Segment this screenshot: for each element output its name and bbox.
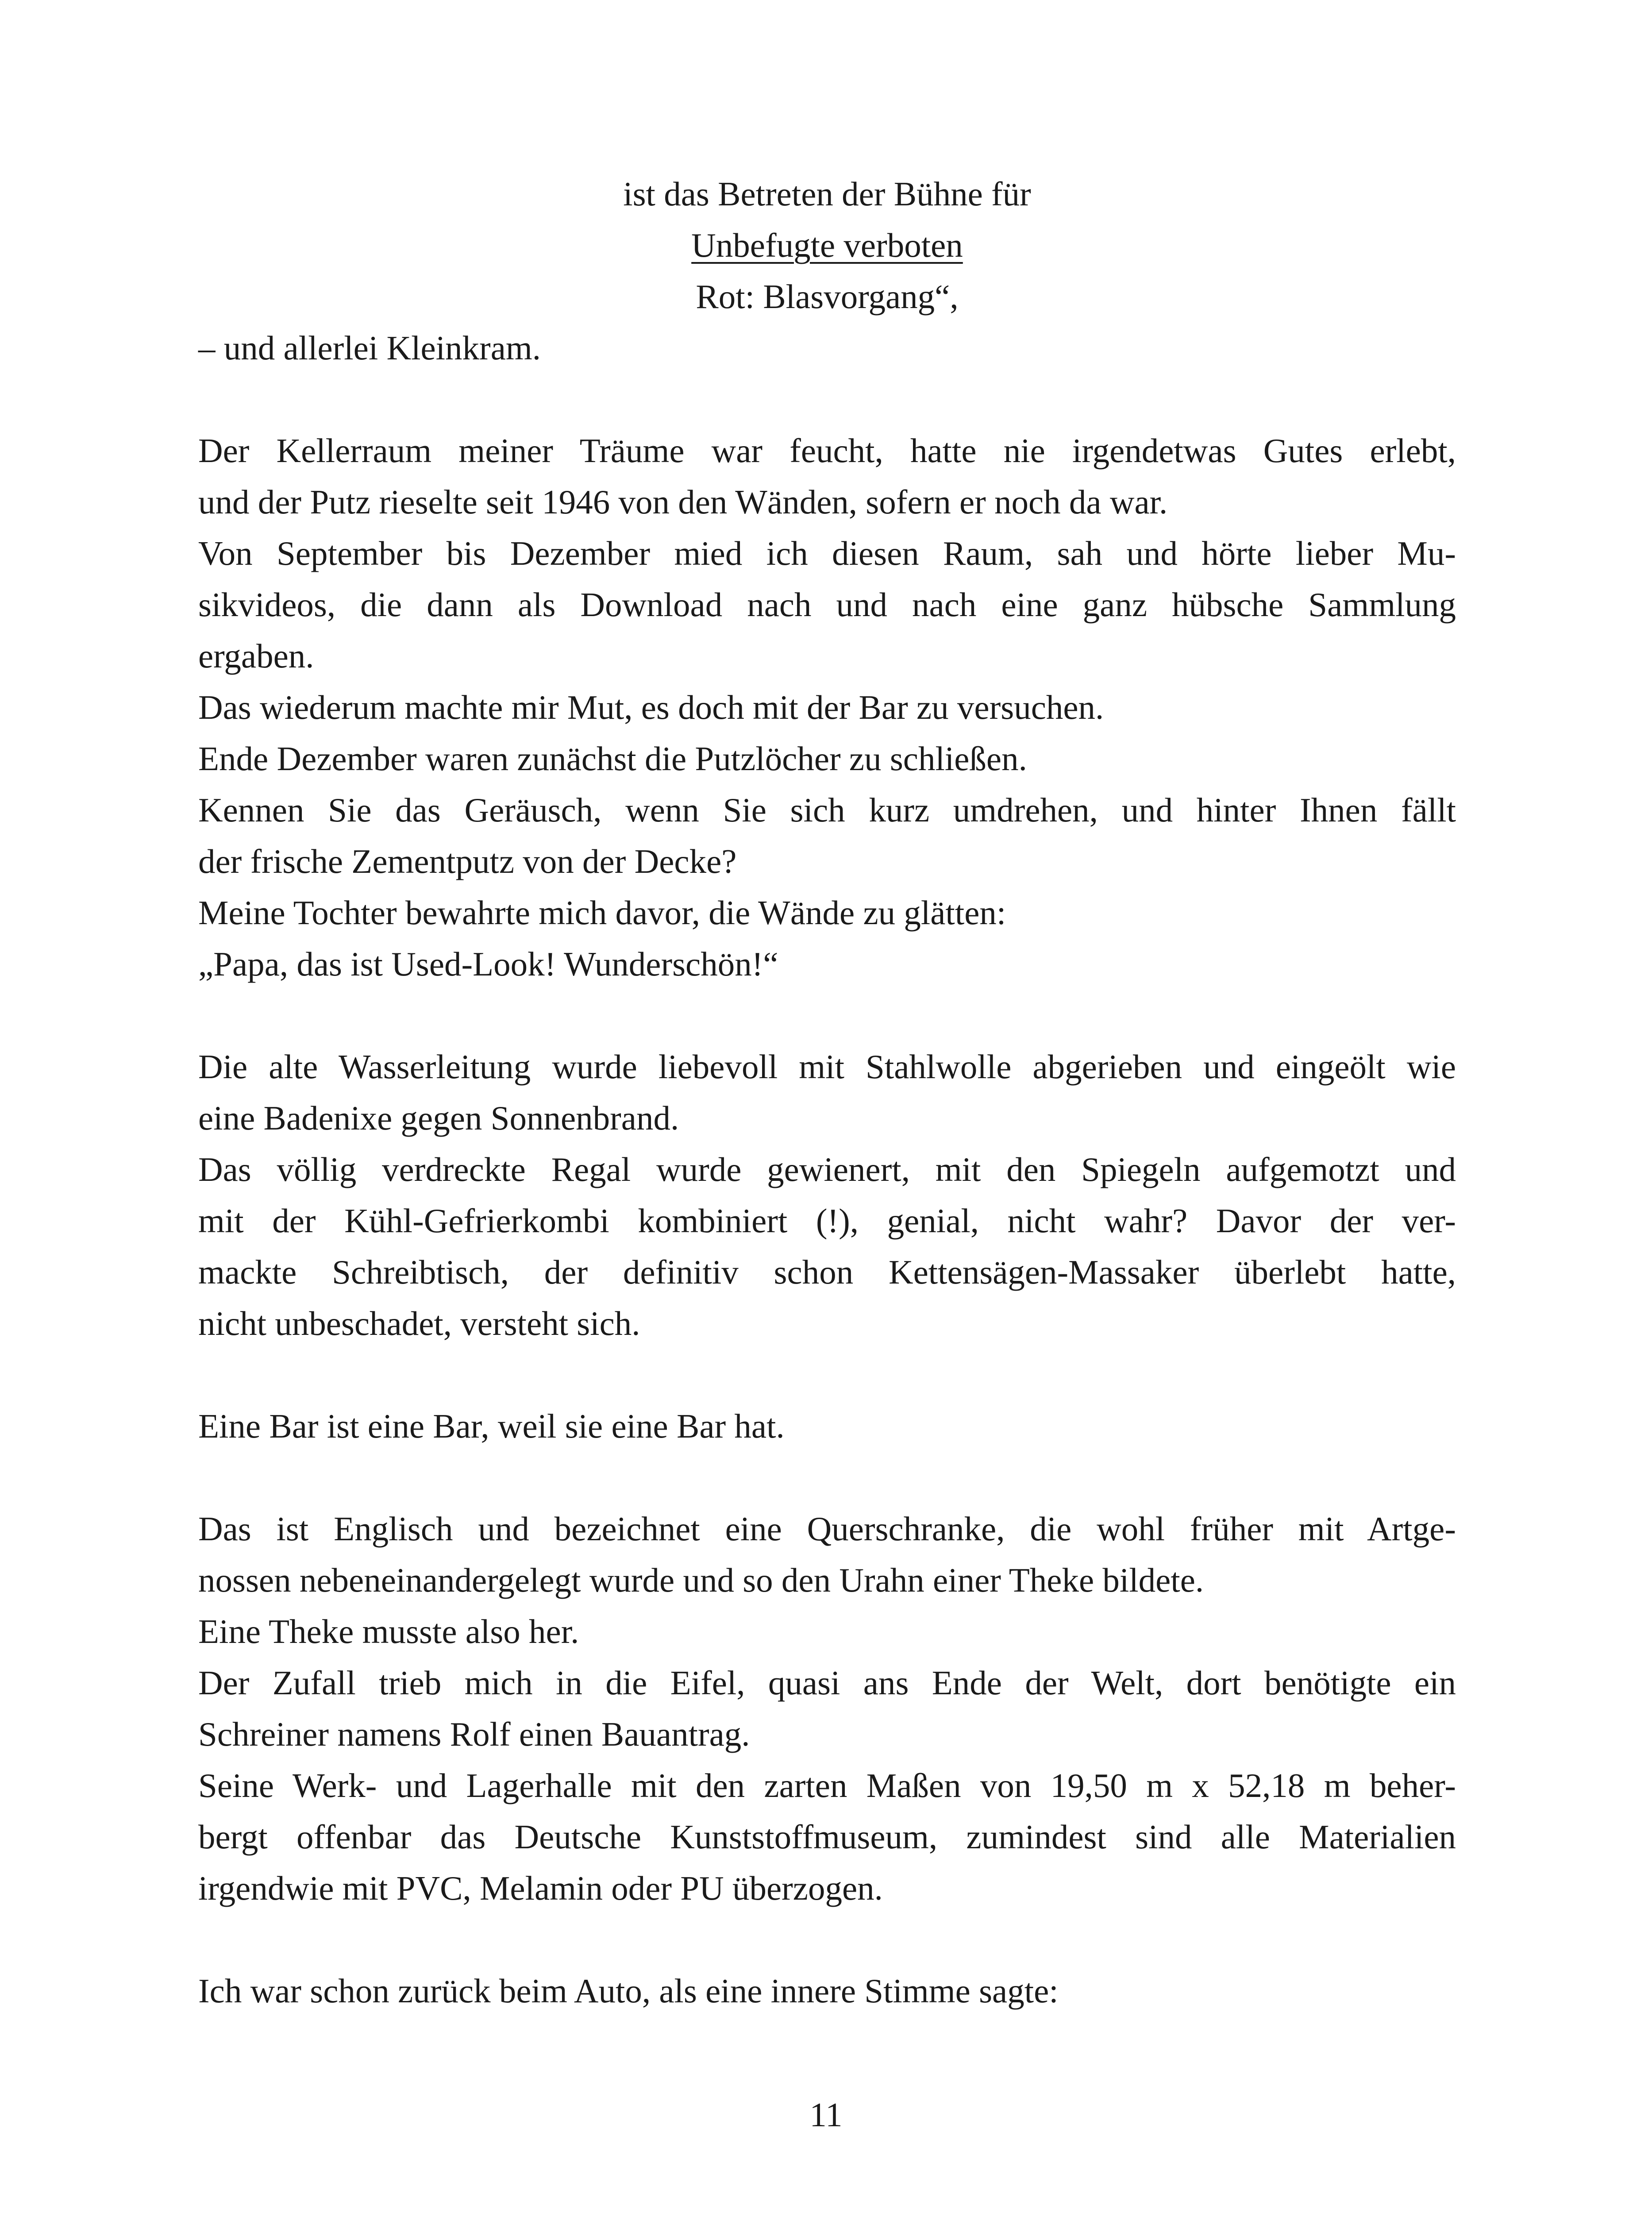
text-line: Das wiederum machte mir Mut, es doch mit der Bar zu versuchen. bbox=[198, 688, 1104, 726]
text-line: Ich war schon zurück beim Auto, als eine innere Stimme sagte: bbox=[198, 1972, 1059, 2010]
text-line: Seine Werk- und Lagerhalle mit den zarten Maßen von 19,50 m x 52,18 m beher- bbox=[198, 1766, 1456, 1804]
text-line: Die alte Wasserleitung wurde liebevoll mit Stahlwolle abgerieben und eingeölt wie bbox=[198, 1048, 1456, 1086]
text-line: Meine Tochter bewahrte mich davor, die Wände zu glätten: bbox=[198, 894, 1006, 932]
header-line-3: Rot: Blasvorgang“, bbox=[696, 278, 959, 316]
page-number: 11 bbox=[809, 2096, 843, 2134]
text-line: der frische Zementputz von der Decke? bbox=[198, 842, 737, 880]
text-line: Der Kellerraum meiner Träume war feucht, hatte nie irgendetwas Gutes erlebt, bbox=[198, 432, 1456, 470]
text-line: Von September bis Dezember mied ich diesen Raum, sah und hörte lieber Mu- bbox=[198, 534, 1456, 572]
text-line: Der Zufall trieb mich in die Eifel, quasi ans Ende der Welt, dort benötigte ein bbox=[198, 1664, 1456, 1702]
text-line: nossen nebeneinandergelegt wurde und so den Urahn einer Theke bildete. bbox=[198, 1561, 1204, 1599]
paragraph-6 bbox=[198, 1965, 1456, 2016]
text-line: nicht unbeschadet, versteht sich. bbox=[198, 1304, 640, 1342]
text-line: bergt offenbar das Deutsche Kunststoffmuseum, zumindest sind alle Materialien bbox=[198, 1818, 1456, 1856]
paragraph-2 bbox=[198, 425, 1456, 990]
text-line: Eine Bar ist eine Bar, weil sie eine Bar hat. bbox=[198, 1407, 785, 1445]
text-line: irgendwie mit PVC, Melamin oder PU überzogen. bbox=[198, 1869, 883, 1907]
text-line: Das völlig verdreckte Regal wurde gewienert, mit den Spiegeln aufgemotzt und bbox=[198, 1150, 1456, 1188]
text-line: ergaben. bbox=[198, 637, 314, 675]
text-line: und der Putz rieselte seit 1946 von den Wänden, sofern er noch da war. bbox=[198, 483, 1168, 521]
text-line: eine Badenixe gegen Sonnenbrand. bbox=[198, 1099, 679, 1137]
text-line: Schreiner namens Rolf einen Bauantrag. bbox=[198, 1715, 750, 1753]
paragraph-5 bbox=[198, 1503, 1456, 1914]
text-line: – und allerlei Kleinkram. bbox=[198, 329, 541, 367]
text-line: mackte Schreibtisch, der definitiv schon Kettensägen-Massaker überlebt hatte, bbox=[198, 1253, 1456, 1291]
text-line: sikvideos, die dann als Download nach und nach eine ganz hübsche Sammlung bbox=[198, 586, 1456, 624]
text-line: „Papa, das ist Used-Look! Wunderschön!“ bbox=[198, 945, 778, 983]
text-line: Ende Dezember waren zunächst die Putzlöcher zu schließen. bbox=[198, 740, 1027, 778]
header-line-1: ist das Betreten der Bühne für bbox=[623, 175, 1031, 213]
underlined-phrase: Unbefugte verboten bbox=[691, 226, 963, 264]
paragraph-3 bbox=[198, 1041, 1456, 1349]
text-line: Eine Theke musste also her. bbox=[198, 1612, 579, 1650]
header-line-2 bbox=[198, 220, 1456, 271]
text-line: Das ist Englisch und bezeichnet eine Querschranke, die wohl früher mit Artge- bbox=[198, 1510, 1456, 1548]
text-line: mit der Kühl-Gefrierkombi kombiniert (!), genial, nicht wahr? Davor der ver- bbox=[198, 1202, 1456, 1240]
text-line: Kennen Sie das Geräusch, wenn Sie sich kurz umdrehen, und hinter Ihnen fällt bbox=[198, 791, 1456, 829]
paragraph-1 bbox=[198, 322, 1456, 374]
paragraph-4 bbox=[198, 1400, 1456, 1452]
body-text bbox=[198, 168, 1456, 2068]
